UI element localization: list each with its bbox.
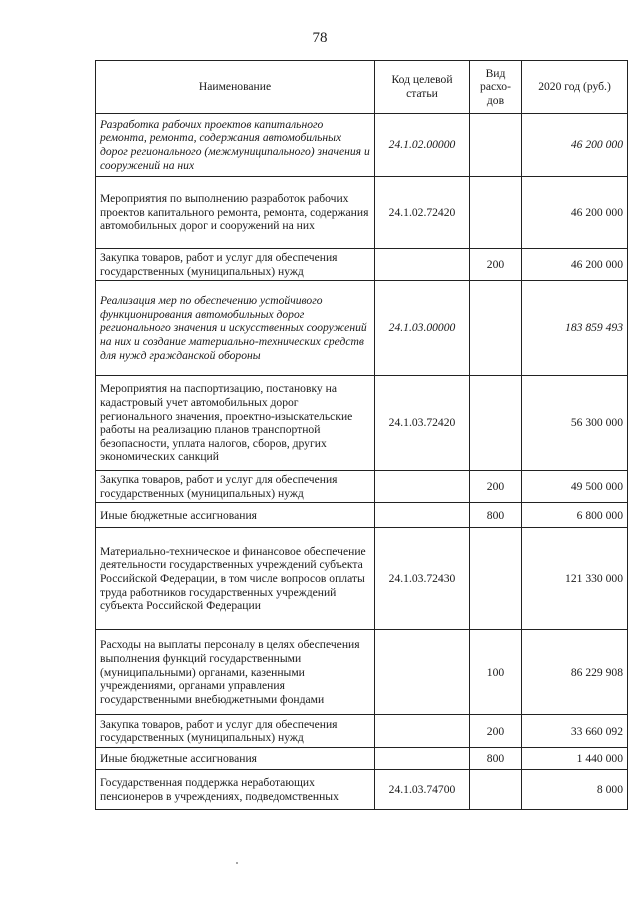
row-sum-cell: 6 800 000 (522, 503, 628, 528)
row-type-cell: 200 (470, 249, 522, 281)
row-name-cell: Иные бюджетные ассигнования (96, 748, 375, 770)
table-row (96, 177, 628, 249)
table-row (96, 281, 628, 376)
header-sum: 2020 год (руб.) (522, 61, 628, 114)
table-row (96, 770, 628, 810)
row-sum-cell: 33 660 092 (522, 715, 628, 748)
header-type: Вид расхо-дов (470, 61, 522, 114)
row-sum-cell: 1 440 000 (522, 748, 628, 770)
row-code-cell (375, 715, 470, 748)
row-type-cell (470, 177, 522, 249)
row-name-cell: Иные бюджетные ассигнования (96, 503, 375, 528)
row-name-cell: Реализация мер по обеспечению устойчивого функционирования автомобильных дорог регионального значения и искусственных сооружений на них и создание материально-технических средств для нужд гражданской обороны (96, 281, 375, 376)
row-sum-cell: 56 300 000 (522, 376, 628, 471)
row-type-cell: 800 (470, 748, 522, 770)
row-type-cell: 100 (470, 630, 522, 715)
table-row (96, 376, 628, 471)
row-code-cell: 24.1.03.00000 (375, 281, 470, 376)
row-name-cell: Мероприятия на паспортизацию, постановку на кадастровый учет автомобильных дорог регионального значения, проектно-изыскательские работы на реализацию планов транспортной безопасности, уплата налогов, сборов, других экономических санкций (96, 376, 375, 471)
row-name-cell: Расходы на выплаты персоналу в целях обеспечения выполнения функций государственными (муниципальными) органами, казенными учреждениями, органами управления государственными внебюджетными фондами (96, 630, 375, 715)
row-code-cell (375, 748, 470, 770)
row-code-cell: 24.1.03.72430 (375, 528, 470, 630)
table-row (96, 748, 628, 770)
table-body (96, 114, 628, 810)
row-type-cell (470, 770, 522, 810)
row-sum-cell: 46 200 000 (522, 177, 628, 249)
row-type-cell (470, 114, 522, 177)
row-code-cell: 24.1.02.00000 (375, 114, 470, 177)
row-sum-cell: 8 000 (522, 770, 628, 810)
row-name-cell: Закупка товаров, работ и услуг для обеспечения государственных (муниципальных) нужд (96, 715, 375, 748)
row-type-cell (470, 376, 522, 471)
header-code: Код целевой статьи (375, 61, 470, 114)
header-name: Наименование (96, 61, 375, 114)
table-header-row (96, 61, 628, 114)
row-type-cell: 200 (470, 471, 522, 503)
row-type-cell: 800 (470, 503, 522, 528)
table-row (96, 249, 628, 281)
row-name-cell: Закупка товаров, работ и услуг для обеспечения государственных (муниципальных) нужд (96, 471, 375, 503)
scan-dot (236, 862, 238, 864)
table-row (96, 114, 628, 177)
row-sum-cell: 46 200 000 (522, 249, 628, 281)
row-name-cell: Разработка рабочих проектов капитального ремонта, ремонта, содержания автомобильных дорог регионального (межмуниципального) значения и сооружений на них (96, 114, 375, 177)
table-row (96, 528, 628, 630)
row-sum-cell: 86 229 908 (522, 630, 628, 715)
row-code-cell (375, 630, 470, 715)
table-row (96, 715, 628, 748)
row-sum-cell: 49 500 000 (522, 471, 628, 503)
table-row (96, 503, 628, 528)
row-sum-cell: 46 200 000 (522, 114, 628, 177)
row-code-cell: 24.1.03.72420 (375, 376, 470, 471)
table-row (96, 471, 628, 503)
row-name-cell: Мероприятия по выполнению разработок рабочих проектов капитального ремонта, ремонта, содержания автомобильных дорог и сооружений на них (96, 177, 375, 249)
row-type-cell (470, 528, 522, 630)
row-type-cell: 200 (470, 715, 522, 748)
row-sum-cell: 121 330 000 (522, 528, 628, 630)
row-type-cell (470, 281, 522, 376)
row-code-cell: 24.1.03.74700 (375, 770, 470, 810)
row-name-cell: Закупка товаров, работ и услуг для обеспечения государственных (муниципальных) нужд (96, 249, 375, 281)
table-row (96, 630, 628, 715)
row-code-cell (375, 249, 470, 281)
row-name-cell: Государственная поддержка неработающих пенсионеров в учреждениях, подведомственных (96, 770, 375, 810)
row-code-cell (375, 503, 470, 528)
row-sum-cell: 183 859 493 (522, 281, 628, 376)
budget-table (95, 60, 628, 810)
page-number: 78 (312, 30, 328, 46)
row-code-cell (375, 471, 470, 503)
row-name-cell: Материально-техническое и финансовое обеспечение деятельности государственных учреждений субъекта Российской Федерации, в том числе вопросов оплаты труда работников государственных учреждений субъекта Российской Федерации (96, 528, 375, 630)
row-code-cell: 24.1.02.72420 (375, 177, 470, 249)
